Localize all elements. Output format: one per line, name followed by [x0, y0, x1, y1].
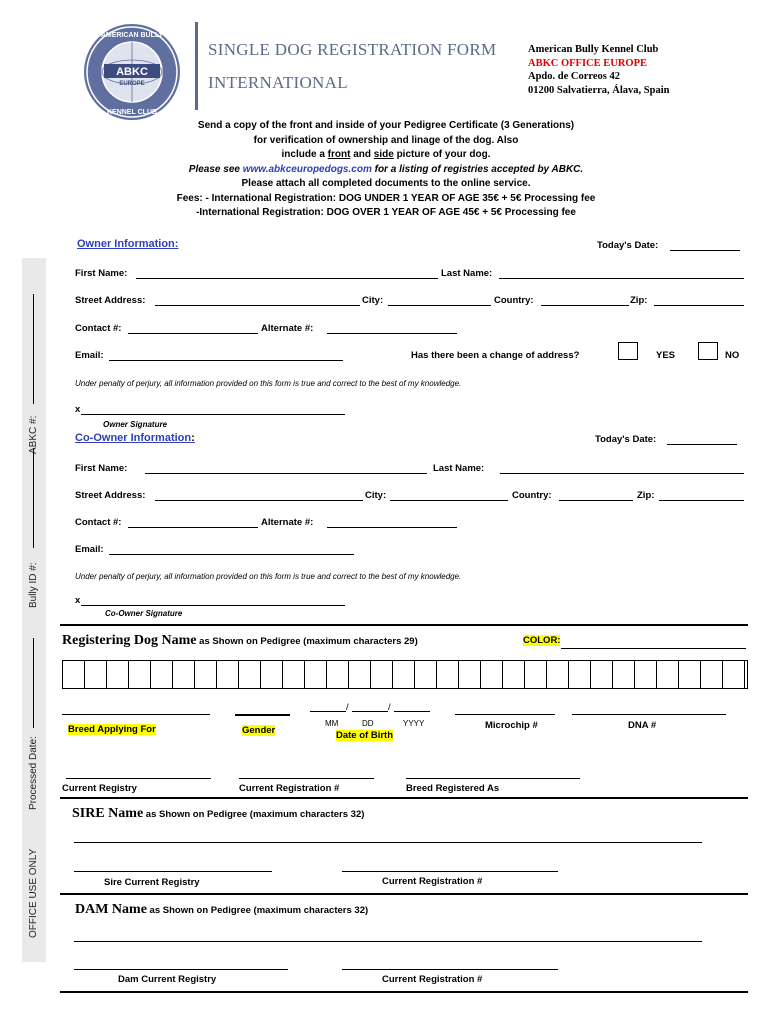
dog-name-char-box[interactable]	[261, 661, 283, 689]
owner-alternate-field[interactable]	[327, 333, 457, 334]
coowner-alternate-label: Alternate #:	[261, 517, 314, 528]
owner-last-name-label: Last Name:	[441, 268, 493, 279]
sire-registration-field[interactable]	[342, 871, 558, 872]
bottom-border	[60, 991, 748, 993]
dog-name-char-box[interactable]	[327, 661, 349, 689]
coowner-contact-field[interactable]	[128, 527, 258, 528]
dob-yyyy-label: YYYY	[403, 719, 425, 728]
address-change-no-checkbox[interactable]	[698, 342, 718, 360]
dog-name-char-box[interactable]	[239, 661, 261, 689]
owner-perjury-statement: Under penalty of perjury, all information provided on this form is true and correct to the best of my knowledge.	[75, 379, 462, 388]
form-title: SINGLE DOG REGISTRATION FORM	[208, 40, 497, 59]
website-link[interactable]: www.abkceuropedogs.com	[242, 163, 372, 175]
section-divider	[60, 624, 748, 626]
dam-registration-label: Current Registration #	[382, 974, 483, 985]
fee-line: Fees: - International Registration: DOG UNDER 1 YEAR OF AGE 35€ + 5€ Processing fee	[176, 192, 596, 204]
coowner-zip-field[interactable]	[659, 500, 744, 501]
owner-heading: Owner Information:	[77, 238, 179, 250]
instructions	[100, 119, 672, 221]
current-registration-field[interactable]	[239, 778, 374, 779]
gender-label: Gender	[242, 725, 276, 736]
owner-country-field[interactable]	[541, 305, 629, 306]
coowner-country-label: Country:	[512, 490, 552, 501]
dog-name-char-box[interactable]	[547, 661, 569, 689]
dog-name-char-box[interactable]	[679, 661, 701, 689]
text: picture of your dog.	[393, 149, 491, 160]
coowner-todays-date-label: Today's Date:	[595, 434, 657, 445]
fee-line: -International Registration: DOG OVER 1 YEAR OF AGE 45€ + 5€ Processing fee	[196, 207, 576, 218]
header-divider	[195, 22, 198, 110]
dna-field[interactable]	[572, 714, 726, 715]
dog-name-title: Registering Dog Name	[62, 633, 197, 648]
owner-street-field[interactable]	[155, 305, 360, 306]
instruction-line: Please attach all completed documents to the online service.	[241, 178, 531, 189]
bully-id-label: Bully ID #:	[28, 562, 39, 608]
breed-registered-field[interactable]	[406, 778, 580, 779]
dob-label: Date of Birth	[336, 730, 393, 741]
bully-id-line[interactable]	[33, 448, 34, 548]
dog-name-char-box[interactable]	[437, 661, 459, 689]
coowner-first-name-label: First Name:	[75, 463, 128, 474]
processed-date-line[interactable]	[33, 638, 34, 728]
coowner-heading-colon: :	[191, 432, 195, 444]
owner-signature-x: x	[75, 404, 81, 415]
coowner-signature-x: x	[75, 595, 81, 606]
org-name: American Bully Kennel Club	[528, 44, 659, 55]
address-change-yes-checkbox[interactable]	[618, 342, 638, 360]
coowner-heading	[75, 432, 195, 444]
owner-street-label: Street Address:	[75, 295, 146, 306]
instruction-line	[100, 163, 672, 178]
owner-first-name-label: First Name:	[75, 268, 128, 279]
address-line2: 01200 Salvatierra, Álava, Spain	[528, 84, 670, 96]
office-use-label: OFFICE USE ONLY	[28, 848, 39, 938]
instruction-line: Send a copy of the front and inside of your Pedigree Certificate (3 Generations)	[197, 120, 575, 131]
breed-registered-label: Breed Registered As	[406, 783, 500, 794]
dog-name-char-box[interactable]	[63, 661, 85, 689]
owner-email-label: Email:	[75, 350, 104, 361]
dog-name-char-box[interactable]	[569, 661, 591, 689]
abkc-number-label: ABKC #:	[28, 415, 39, 454]
abkc-logo	[82, 22, 182, 122]
owner-signature-field[interactable]	[81, 414, 345, 415]
owner-todays-date-label: Today's Date:	[597, 240, 659, 251]
logo-europe-text: EUROPE	[119, 81, 145, 87]
dam-registry-label: Dam Current Registry	[118, 974, 217, 985]
dob-mm-label: MM	[325, 719, 339, 728]
dog-name-char-box[interactable]	[283, 661, 305, 689]
office-address	[528, 43, 669, 97]
dog-name-char-box[interactable]	[173, 661, 195, 689]
dog-name-char-box[interactable]	[305, 661, 327, 689]
owner-zip-field[interactable]	[654, 305, 744, 306]
coowner-street-label: Street Address:	[75, 490, 146, 501]
coowner-country-field[interactable]	[559, 500, 633, 501]
coowner-first-name-field[interactable]	[145, 473, 427, 474]
sire-registration-label: Current Registration #	[382, 876, 483, 887]
text: include a	[281, 149, 328, 160]
section-divider	[60, 893, 748, 895]
coowner-street-field[interactable]	[155, 500, 363, 501]
dog-name-char-box[interactable]	[129, 661, 151, 689]
owner-country-label: Country:	[494, 295, 534, 306]
address-line1: Apdo. de Correos 42	[528, 71, 620, 82]
breed-label: Breed Applying For	[68, 724, 156, 735]
coowner-todays-date-field[interactable]	[667, 444, 737, 445]
section-divider	[60, 797, 748, 799]
dog-name-char-box[interactable]	[503, 661, 525, 689]
dog-name-char-box[interactable]	[459, 661, 481, 689]
dna-label: DNA #	[628, 720, 657, 731]
dog-name-char-box[interactable]	[393, 661, 415, 689]
owner-city-label: City:	[362, 295, 384, 306]
instruction-line	[100, 148, 672, 163]
current-registry-field[interactable]	[66, 778, 211, 779]
office-use-sidebar	[22, 258, 46, 962]
address-change-yes-label: YES	[656, 350, 676, 361]
dog-name-char-box[interactable]	[371, 661, 393, 689]
coowner-contact-label: Contact #:	[75, 517, 122, 528]
dob-dd-label: DD	[362, 719, 374, 728]
coowner-email-label: Email:	[75, 544, 104, 555]
dog-name-char-box[interactable]	[613, 661, 635, 689]
text: for a listing of registries accepted by ABKC.	[371, 163, 584, 175]
coowner-last-name-field[interactable]	[500, 473, 744, 474]
owner-last-name-field[interactable]	[499, 278, 744, 279]
owner-zip-label: Zip:	[630, 295, 648, 306]
dog-name-char-box[interactable]	[151, 661, 173, 689]
coowner-perjury-statement: Under penalty of perjury, all information provided on this form is true and correct to the best of my knowledge.	[75, 572, 462, 581]
sire-heading	[72, 804, 364, 822]
coowner-email-field[interactable]	[109, 554, 354, 555]
sire-registry-field[interactable]	[74, 871, 272, 872]
owner-email-field[interactable]	[109, 360, 343, 361]
dog-name-heading	[62, 631, 418, 649]
dob-mm-field[interactable]	[310, 711, 346, 712]
coowner-city-field[interactable]	[390, 500, 508, 501]
owner-contact-label: Contact #:	[75, 323, 122, 334]
sire-registry-label: Sire Current Registry	[104, 877, 200, 888]
sire-subtitle: as Shown on Pedigree (maximum characters 32)	[143, 809, 365, 820]
coowner-city-label: City:	[365, 490, 387, 501]
dog-name-char-box[interactable]	[723, 661, 745, 689]
logo-bottom-text: KENNEL CLUB	[106, 109, 158, 116]
address-change-no-label: NO	[725, 350, 740, 361]
dob-slash: /	[388, 702, 391, 713]
dam-registry-field[interactable]	[74, 969, 288, 970]
instruction-line: for verification of ownership and linage of the dog. Also	[253, 134, 519, 146]
owner-signature-label: Owner Signature	[103, 420, 168, 429]
dob-slash: /	[346, 702, 349, 713]
owner-todays-date-field[interactable]	[670, 250, 740, 251]
dog-name-char-box[interactable]	[701, 661, 723, 689]
dog-name-char-box[interactable]	[349, 661, 371, 689]
sire-title: SIRE Name	[72, 806, 144, 821]
coowner-heading-text: Co-Owner Information	[75, 432, 192, 444]
address-change-question: Has there been a change of address?	[411, 350, 580, 361]
color-label: COLOR:	[523, 635, 561, 646]
color-field[interactable]	[561, 648, 746, 649]
dog-name-char-box[interactable]	[657, 661, 679, 689]
text: and	[350, 149, 374, 160]
processed-date-label: Processed Date:	[28, 736, 39, 810]
dob-dd-field[interactable]	[352, 711, 388, 712]
logo-center-text: ABKC	[116, 66, 148, 78]
dam-title: DAM Name	[75, 902, 147, 917]
sire-name-field[interactable]	[74, 842, 702, 843]
dog-name-char-box[interactable]	[525, 661, 547, 689]
logo-top-text: AMERICAN BULLY	[100, 32, 164, 39]
dog-name-char-box[interactable]	[107, 661, 129, 689]
coowner-signature-field[interactable]	[81, 605, 345, 606]
gender-field[interactable]	[235, 714, 290, 716]
dog-name-char-box[interactable]	[415, 661, 437, 689]
dog-name-char-box[interactable]	[217, 661, 239, 689]
dam-heading	[75, 900, 368, 918]
coowner-alternate-field[interactable]	[327, 527, 457, 528]
current-registry-label: Current Registry	[62, 783, 137, 794]
abkc-number-line[interactable]	[33, 294, 34, 404]
dam-registration-field[interactable]	[342, 969, 558, 970]
owner-city-field[interactable]	[388, 305, 491, 306]
coowner-last-name-label: Last Name:	[433, 463, 485, 474]
coowner-signature-label: Co-Owner Signature	[105, 609, 183, 618]
microchip-label: Microchip #	[485, 720, 538, 731]
dog-name-char-box[interactable]	[85, 661, 107, 689]
owner-alternate-label: Alternate #:	[261, 323, 314, 334]
form-subtitle: INTERNATIONAL	[208, 73, 348, 92]
dam-name-field[interactable]	[74, 941, 702, 942]
owner-contact-field[interactable]	[128, 333, 258, 334]
current-registration-label: Current Registration #	[239, 783, 340, 794]
dog-name-char-box[interactable]	[635, 661, 657, 689]
coowner-zip-label: Zip:	[637, 490, 655, 501]
dog-name-char-box[interactable]	[591, 661, 613, 689]
dam-subtitle: as Shown on Pedigree (maximum characters 32)	[146, 905, 369, 916]
dob-yyyy-field[interactable]	[394, 711, 430, 712]
owner-first-name-field[interactable]	[136, 278, 438, 279]
text-front: front	[327, 149, 351, 160]
text: Please see	[188, 163, 243, 175]
microchip-field[interactable]	[455, 714, 555, 715]
dog-name-char-boxes[interactable]	[62, 660, 748, 689]
dog-name-subtitle: as Shown on Pedigree (maximum characters 29)	[196, 636, 418, 647]
office-name: ABKC OFFICE EUROPE	[528, 57, 648, 69]
dog-name-char-box[interactable]	[481, 661, 503, 689]
text-side: side	[373, 149, 394, 160]
dog-name-char-box[interactable]	[195, 661, 217, 689]
breed-field[interactable]	[62, 714, 210, 715]
